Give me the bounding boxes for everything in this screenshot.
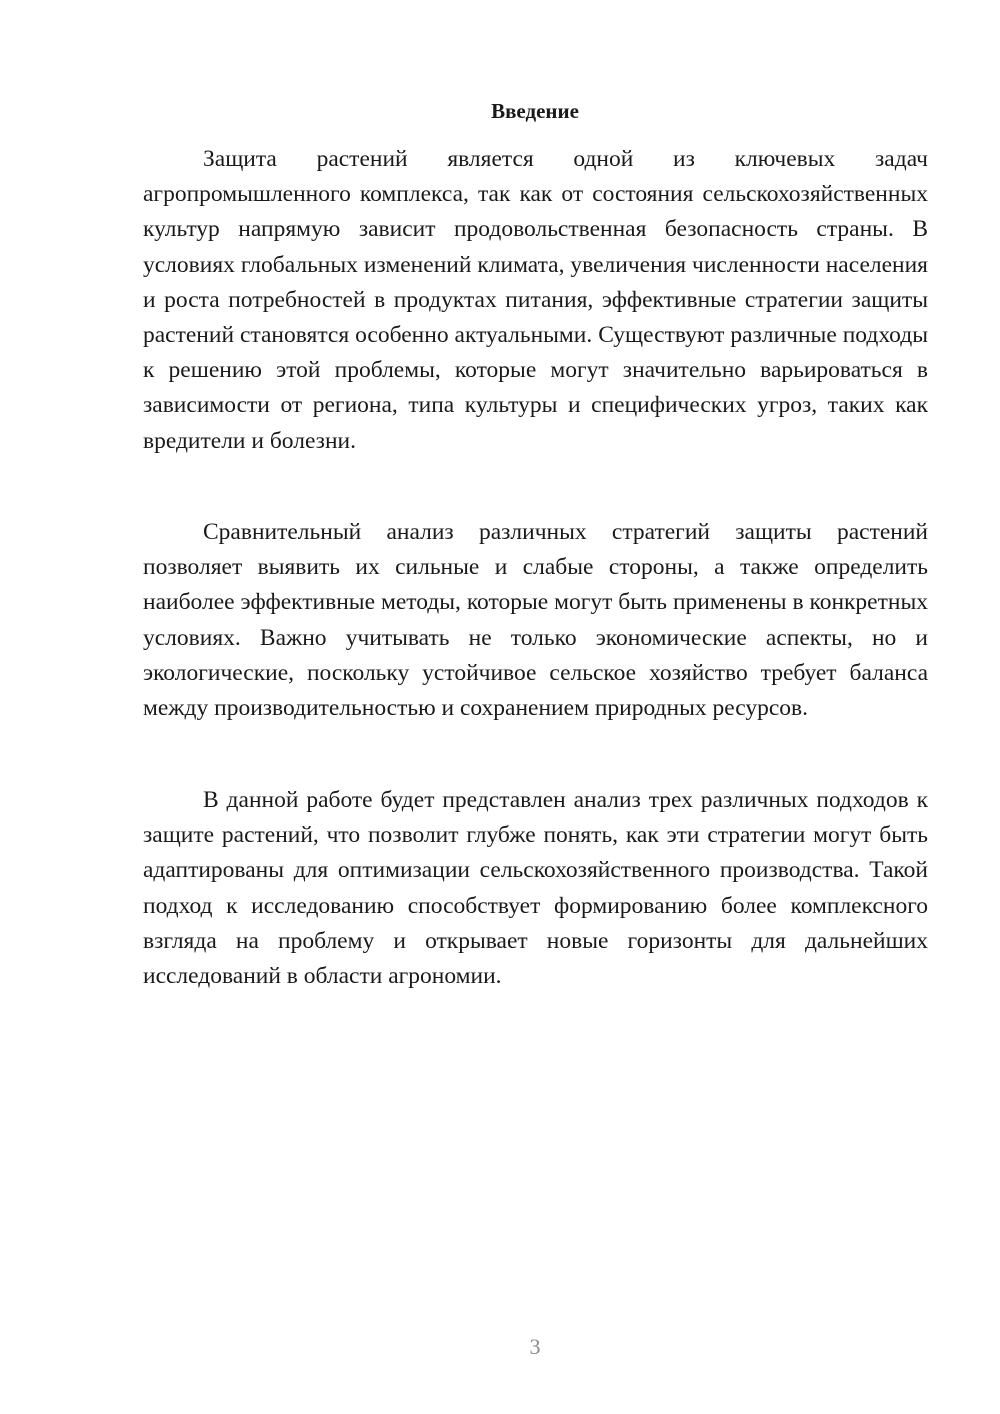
- section-heading: Введение: [491, 99, 579, 123]
- paragraph-3: В данной работе будет представлен анализ трех различных подходов к защите растений, что позволит глубже понять, как эти стратегии могут быть адаптированы для оптимизации сельскохозяйственного производства. Такой подход к исследованию способствует формированию более комплексного взгляда на проблему и открывает новые горизонты для дальнейших исследований в области агрономии.: [143, 787, 928, 990]
- paragraph-2: Сравнительный анализ различных стратегий защиты растений позволяет выявить их сильные и слабые стороны, а также определить наиболее эффективные методы, которые могут быть применены в конкретных условиях. Важно учитывать не только экономические аспекты, но и экологические, поскольку устойчивое сельское хозяйство требует баланса между производительностью и сохранением природных ресурсов.: [143, 519, 928, 722]
- page-number: 3: [529, 1334, 541, 1359]
- paragraph-1: Защита растений является одной из ключевых задач агропромышленного комплекса, так как от состояния сельскохозяйственных культур напрямую зависит продовольственная безопасность страны. В условиях глобальных изменений климата, увеличения численности населения и роста потребностей в продуктах питания, эффективные стратегии защиты растений становятся особенно актуальными. Существуют различные подходы к решению этой проблемы, которые могут значительно варьироваться в зависимости от региона, типа культуры и специфических угроз, таких как вредители и болезни.: [143, 146, 928, 454]
